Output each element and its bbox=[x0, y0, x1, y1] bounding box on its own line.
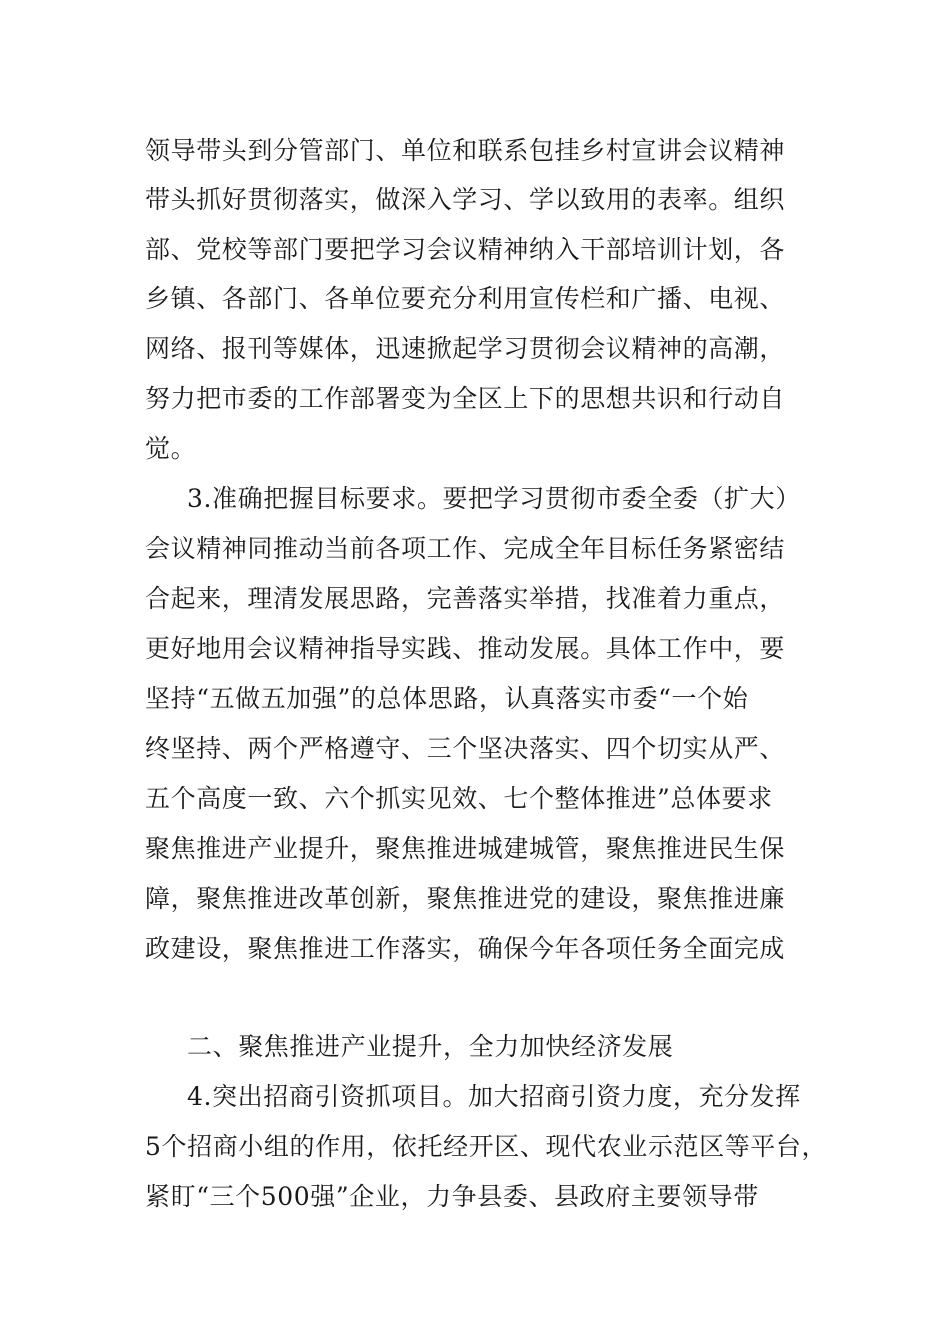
text-line: 坚持“五做五加强”的总体思路，认真落实市委“一个始 bbox=[145, 684, 749, 713]
text-line: 领导带头到分管部门、单位和联系包挂乡村宣讲会议精神 bbox=[145, 136, 786, 165]
text-line: 4.突出招商引资抓项目。加大招商引资力度，充分发挥 bbox=[187, 1082, 801, 1111]
text-line: 网络、报刊等媒体，迅速掀起学习贯彻会议精神的高潮， bbox=[145, 334, 786, 363]
text-line: 紧盯“三个500强”企业，力争县委、县政府主要领导带 bbox=[145, 1182, 759, 1211]
text-line: 政建设，聚焦推进工作落实，确保今年各项任务全面完成 bbox=[145, 934, 786, 963]
text-line: 合起来，理清发展思路，完善落实举措，找准着力重点， bbox=[145, 584, 786, 613]
text-line: 聚焦推进产业提升，聚焦推进城建城管，聚焦推进民生保 bbox=[145, 834, 786, 863]
section-heading: 二、聚焦推进产业提升，全力加快经济发展 bbox=[187, 1032, 674, 1061]
text-line: 努力把市委的工作部署变为全区上下的思想共识和行动自 bbox=[145, 384, 786, 413]
text-line: 3.准确把握目标要求。要把学习贯彻市委全委（扩大） bbox=[187, 484, 801, 513]
text-line: 障，聚焦推进改革创新，聚焦推进党的建设，聚焦推进廉 bbox=[145, 884, 786, 913]
text-line: 觉。 bbox=[145, 434, 197, 463]
text-line: 五个高度一致、六个抓实见效、七个整体推进”总体要求 bbox=[145, 784, 773, 813]
text-line: 乡镇、各部门、各单位要充分利用宣传栏和广播、电视、 bbox=[145, 284, 786, 313]
text-line: 更好地用会议精神指导实践、推动发展。具体工作中，要 bbox=[145, 634, 786, 663]
text-line: 会议精神同推动当前各项工作、完成全年目标任务紧密结 bbox=[145, 534, 786, 563]
text-line: 5个招商小组的作用，依托经开区、现代农业示范区等平台， bbox=[145, 1132, 828, 1161]
text-line: 部、党校等部门要把学习会议精神纳入干部培训计划，各 bbox=[145, 235, 786, 264]
text-line: 带头抓好贯彻落实，做深入学习、学以致用的表率。组织 bbox=[145, 185, 786, 214]
text-line: 终坚持、两个严格遵守、三个坚决落实、四个切实从严、 bbox=[145, 734, 786, 763]
